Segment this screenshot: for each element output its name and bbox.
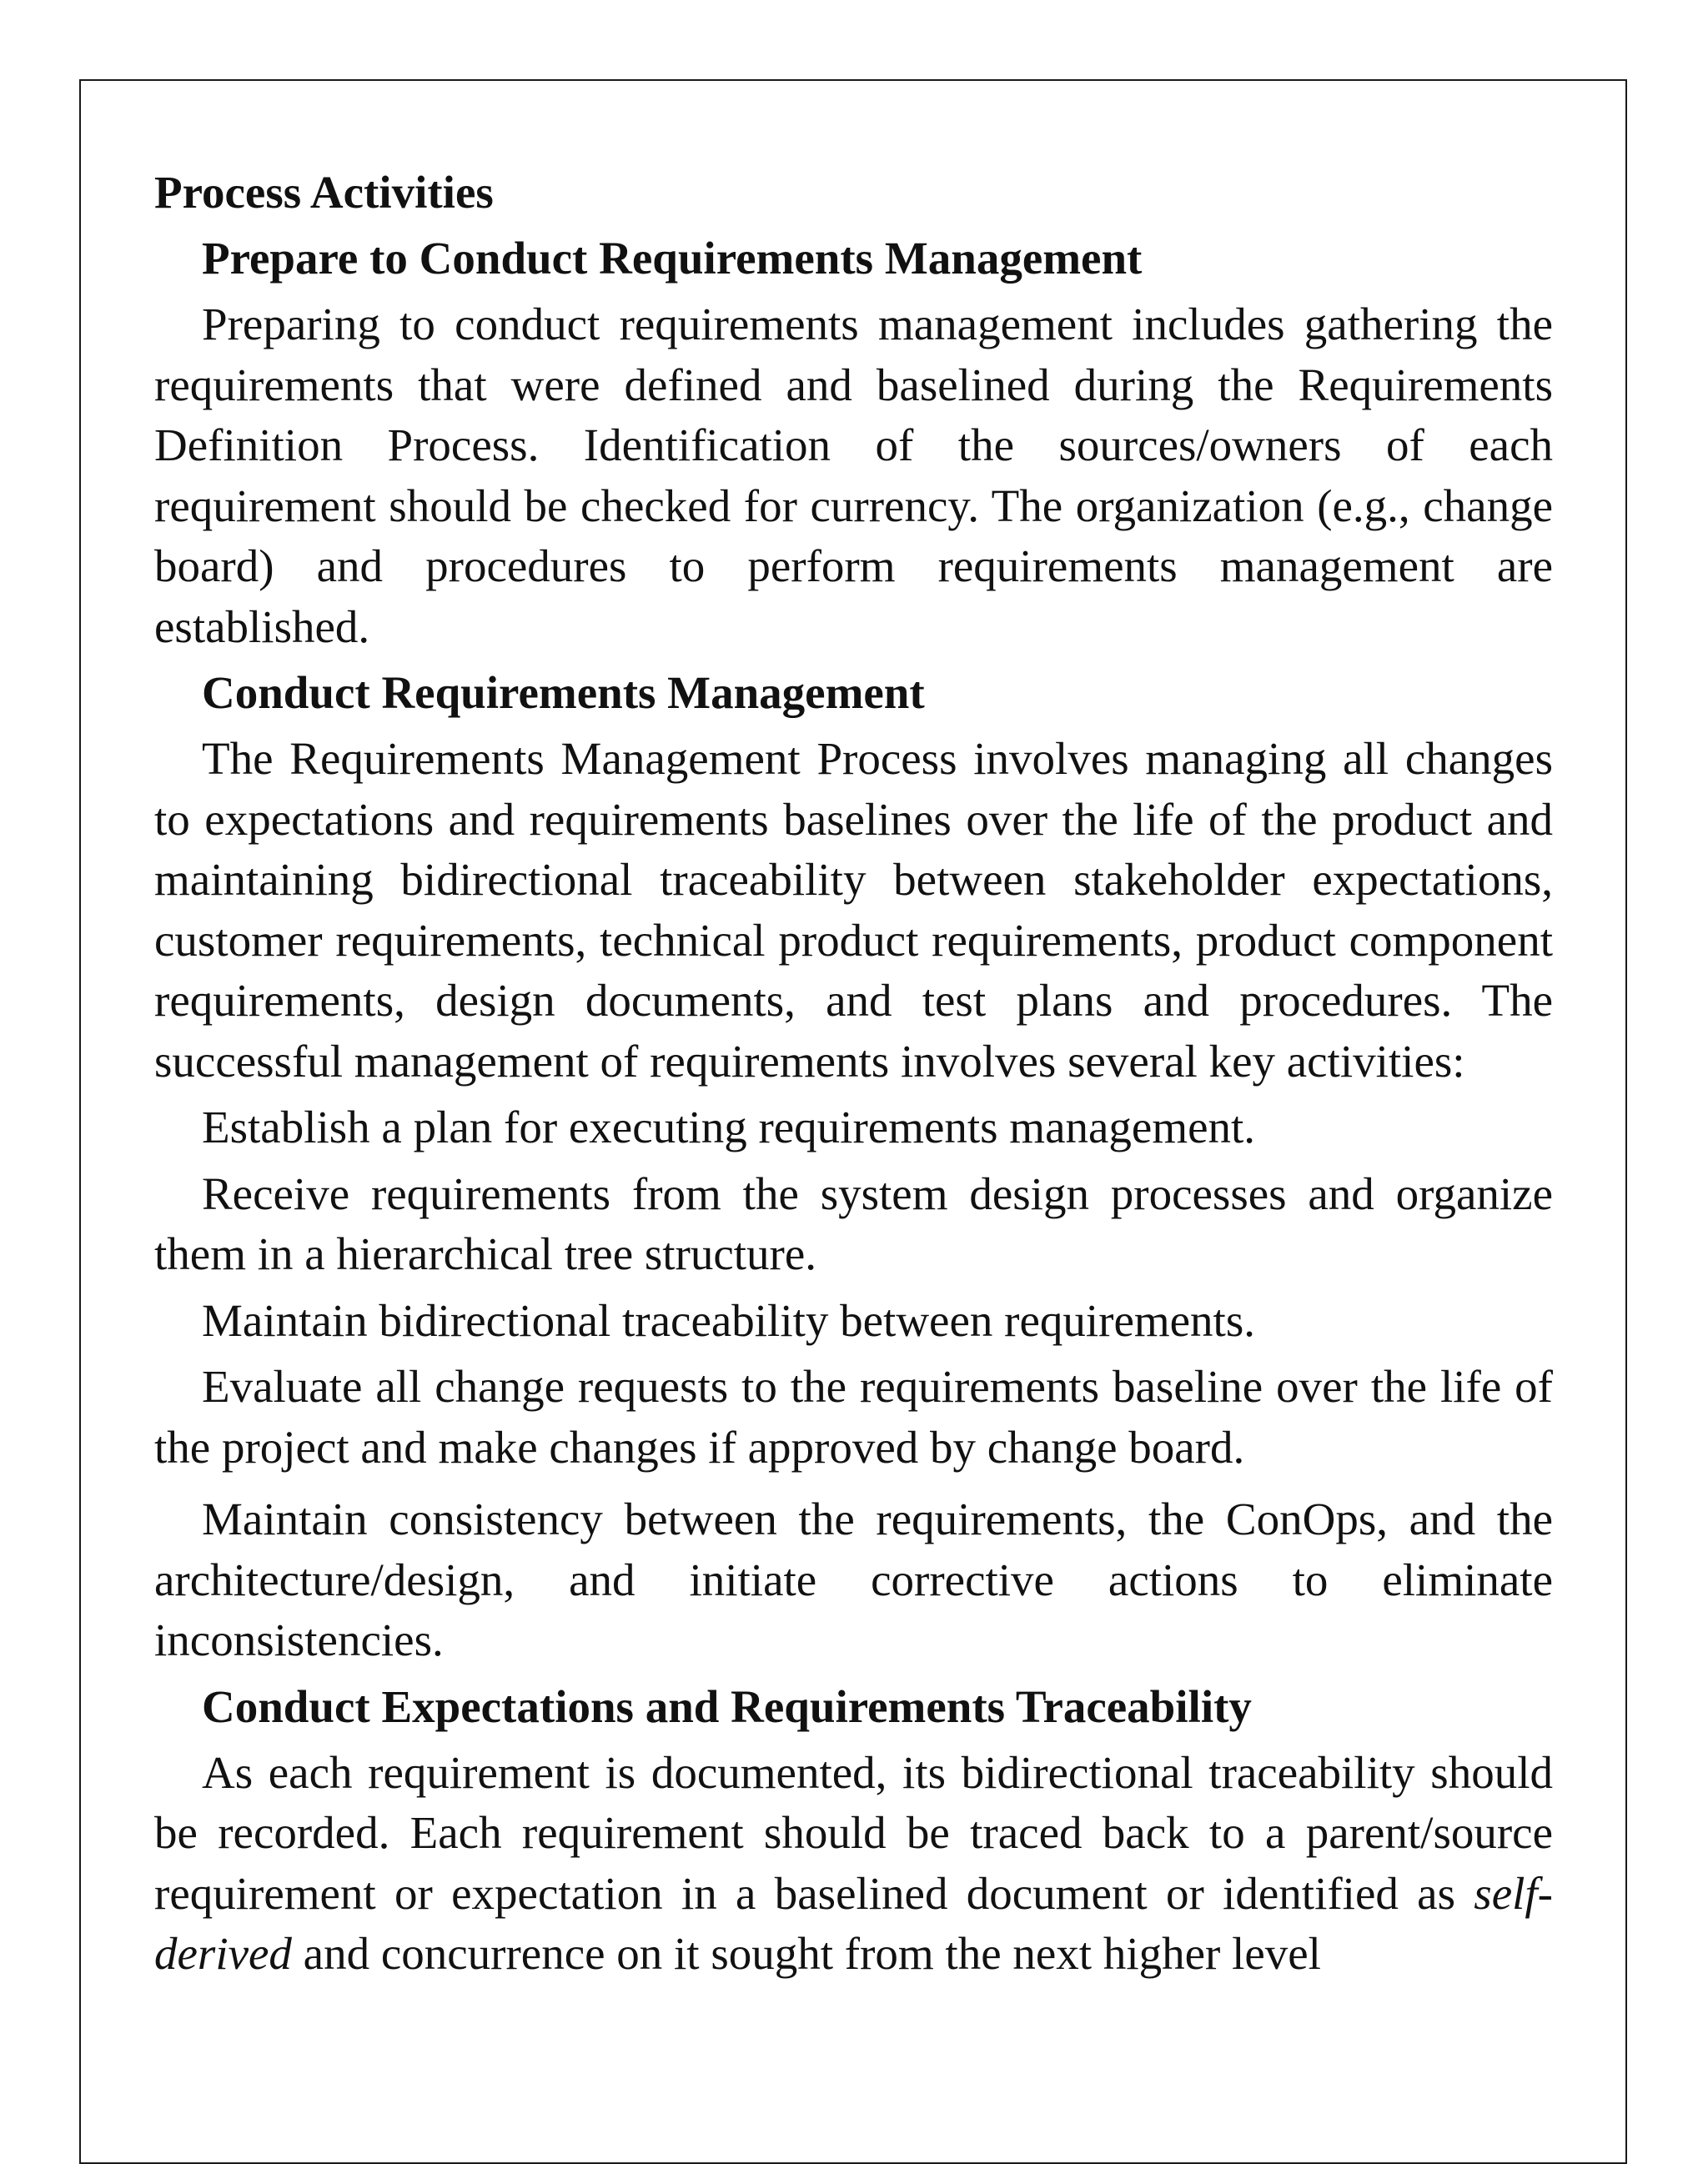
traceability-paragraph: [154, 1743, 1553, 1985]
traceability-italic-term: self-derived: [154, 1867, 1553, 1979]
activity-item: Receive requirements from the system design processes and organize them in a hierarchical tree structure.: [154, 1167, 1553, 1279]
document-body: [154, 163, 1553, 1991]
traceability-text-start: As each requirement is documented, its bidirectional traceability should be recorded. Each requirement should be traced back to a parent/source requirement or expectation in a baselined document or identified as: [154, 1746, 1553, 1919]
traceability-text-end: and concurrence on it sought from the next higher level: [291, 1928, 1321, 1979]
activity-item: Maintain consistency between the requirements, the ConOps, and the architecture/design, and initiate corrective actions to eliminate inconsistencies.: [154, 1494, 1553, 1665]
section-title: Process Activities: [154, 167, 494, 218]
activity-item: Evaluate all change requests to the requirements baseline over the life of the project and make changes if approved by change board.: [154, 1361, 1553, 1473]
prepare-paragraph: Preparing to conduct requirements management includes gathering the requirements that were defined and baselined during the Requirements Definition Process. Identification of the sources/owners of each requirement should be checked for currency. The organization (e.g., change board) and procedures to perform requirements management are established.: [154, 299, 1553, 652]
activity-item: Maintain bidirectional traceability between requirements.: [202, 1294, 1255, 1346]
conduct-paragraph: The Requirements Management Process involves managing all changes to expectations and requirements baselines over the life of the product and maintaining bidirectional traceability between stakeholder expectations, customer requirements, technical product requirements, product component requirements, design documents, and test plans and procedures. The successful management of requirements involves several key activities:: [154, 733, 1553, 1087]
traceability-heading: Conduct Expectations and Requirements Traceability: [202, 1680, 1252, 1732]
conduct-heading: Conduct Requirements Management: [202, 667, 925, 718]
prepare-heading: Prepare to Conduct Requirements Management: [202, 233, 1143, 284]
activity-item: Establish a plan for executing requirements management.: [202, 1102, 1256, 1152]
